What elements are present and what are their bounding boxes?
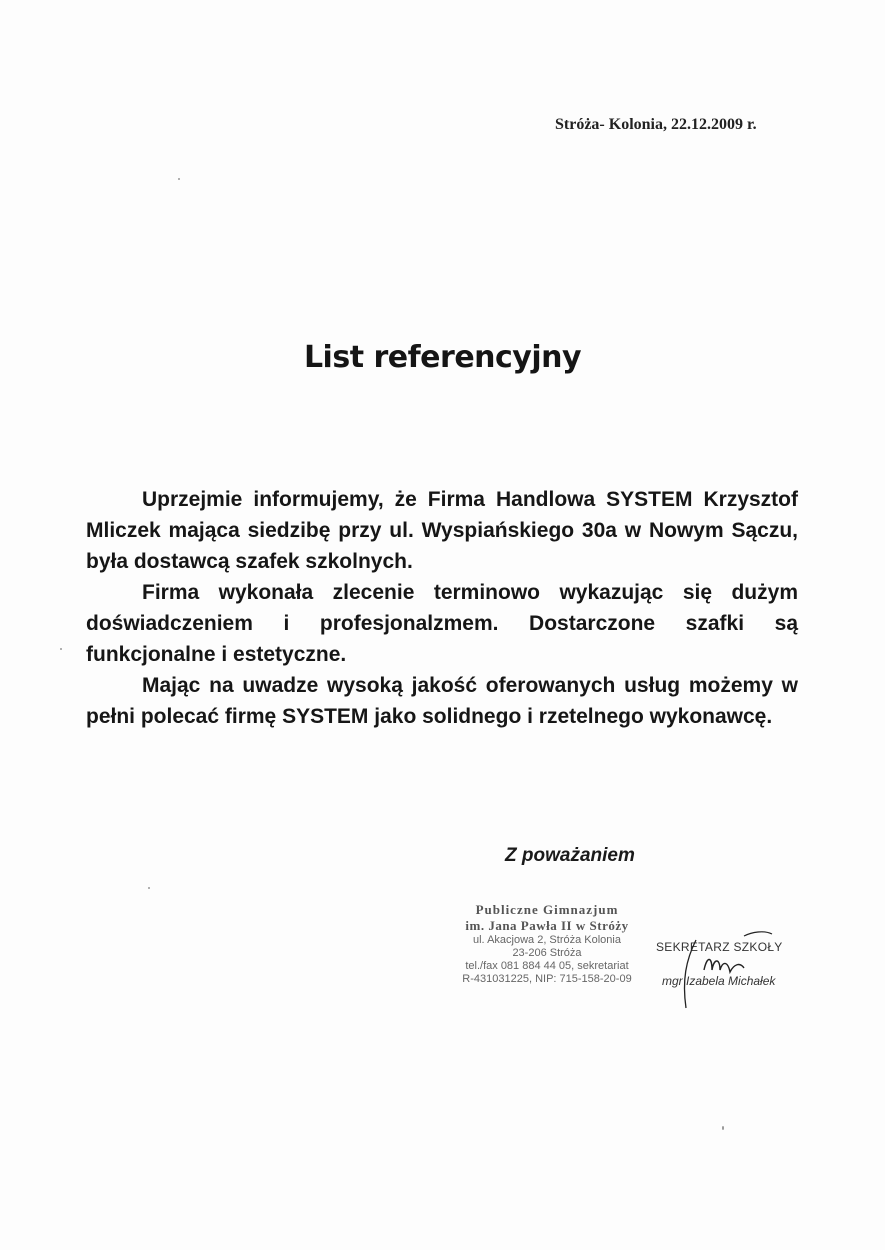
document-title: List referencyjny — [303, 340, 582, 375]
stamp-line: tel./fax 081 884 44 05, sekretariat — [465, 960, 629, 972]
signature-name: mgr Izabela Michałek — [662, 974, 776, 988]
scan-speck — [60, 648, 62, 650]
signature-title: SEKRETARZ SZKOŁY — [656, 940, 783, 954]
scan-speck — [178, 178, 180, 180]
school-stamp — [432, 902, 662, 986]
stamp-line: im. Jana Pawła II w Stróży — [465, 918, 629, 933]
body-paragraph: Mając na uwadze wysoką jakość oferowanych usług możemy w pełni polecać firmę SYSTEM jako solidnego i rzetelnego wykonawcę. — [86, 674, 798, 728]
scan-speck — [722, 1126, 724, 1130]
signature-block — [656, 930, 806, 1010]
body-paragraph: Firma wykonała zlecenie terminowo wykazując się dużym doświadczeniem i profesjonalzmem. Dostarczone szafki są funkcjonalne i estetyczne. — [86, 581, 798, 666]
stamp-line: R-431031225, NIP: 715-158-20-09 — [462, 973, 632, 985]
letter-body — [86, 484, 798, 732]
closing-line: Z poważaniem — [505, 845, 635, 866]
scan-speck — [148, 887, 150, 889]
stamp-line: Publiczne Gimnazjum — [475, 902, 619, 917]
stamp-line: 23-206 Stróża — [512, 947, 582, 959]
stamp-line: ul. Akacjowa 2, Stróża Kolonia — [473, 934, 621, 946]
date-line: Stróża- Kolonia, 22.12.2009 r. — [555, 116, 757, 133]
handwritten-signature — [656, 930, 806, 1010]
body-paragraph: Uprzejmie informujemy, że Firma Handlowa SYSTEM Krzysztof Mliczek mająca siedzibę przy ul. Wyspiańskiego 30a w Nowym Sączu, była dostawcą szafek szkolnych. — [86, 488, 798, 573]
